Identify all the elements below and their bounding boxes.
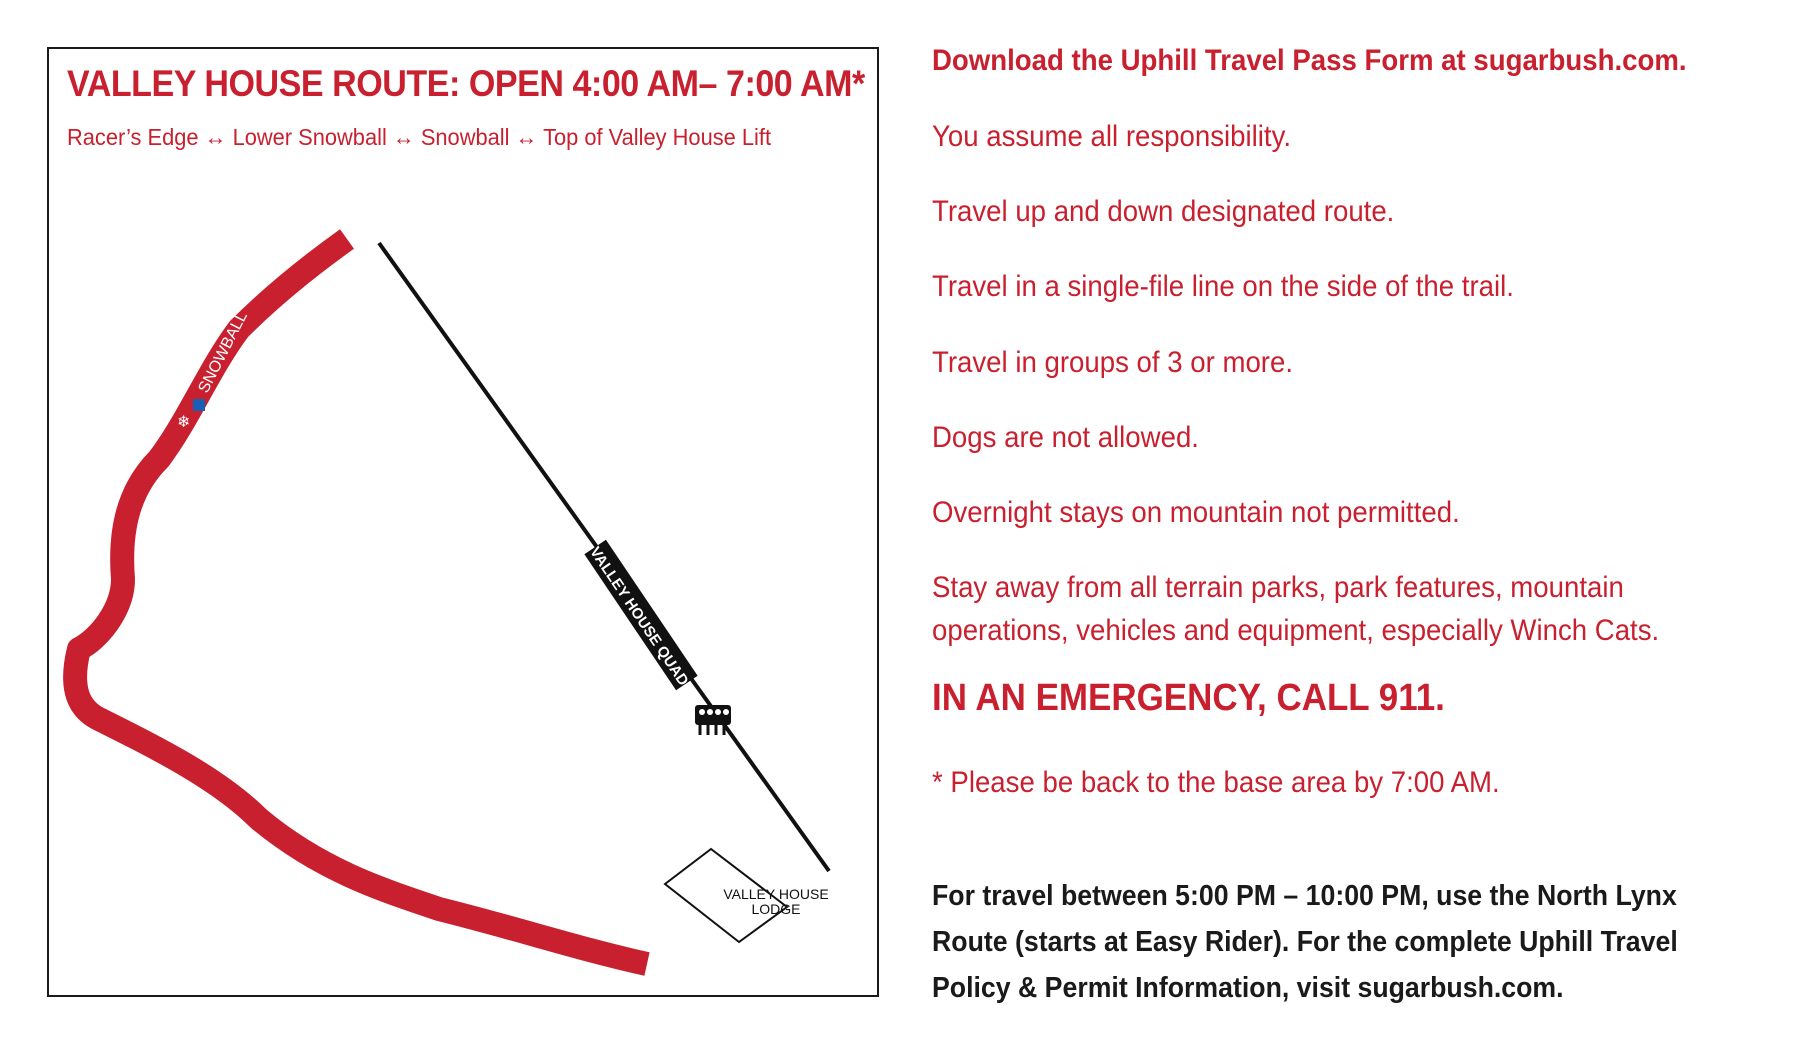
- rule-item: Overnight stays on mountain not permitted.: [932, 496, 1460, 529]
- rule-item: Travel up and down designated route.: [932, 195, 1395, 228]
- footer-line-2: Route (starts at Easy Rider). For the complete Uphill Travel: [932, 926, 1678, 958]
- stay-away-line-1: Stay away from all terrain parks, park features, mountain: [932, 571, 1624, 604]
- rule-item: You assume all responsibility.: [932, 120, 1292, 153]
- asterisk-note: * Please be back to the base area by 7:00 AM.: [932, 766, 1500, 799]
- trail-difficulty-square: [193, 399, 205, 411]
- trail-label-lower-snowball: LOWER SNOWBALL: [128, 672, 266, 770]
- lodge-label-line2: LODGE: [751, 901, 801, 917]
- snowmaking-icon: ❄: [177, 414, 191, 431]
- lift-label: VALLEY HOUSE QUAD: [586, 543, 692, 689]
- lodge-label-line1: VALLEY HOUSE: [723, 886, 829, 902]
- trail-label-snowball: SNOWBALL: [195, 308, 251, 396]
- route-subtitle: Racer’s Edge ↔ Lower Snowball ↔ Snowball ↔ Top of Valley House Lift: [67, 124, 772, 150]
- footer-line-1: For travel between 5:00 PM – 10:00 PM, use the North Lynx: [932, 880, 1677, 912]
- lift-label-group: [584, 540, 697, 691]
- download-form-text: Download the Uphill Travel Pass Form at sugarbush.com.: [932, 44, 1687, 77]
- route-title: VALLEY HOUSE ROUTE: OPEN 4:00 AM– 7:00 AM*: [67, 63, 865, 104]
- evening-travel-note: [932, 873, 1696, 1011]
- rule-item: Travel in groups of 3 or more.: [932, 346, 1293, 379]
- trail-label-racers-edge: RACER’S EDGE: [340, 823, 459, 885]
- rule-item: Travel in a single-file line on the side of the trail.: [932, 270, 1514, 303]
- map-graphic: [49, 49, 877, 995]
- rule-item: Dogs are not allowed.: [932, 421, 1199, 454]
- stay-away-line-2: operations, vehicles and equipment, especially Winch Cats.: [932, 614, 1660, 647]
- trail-map: [47, 47, 879, 997]
- emergency-notice: IN AN EMERGENCY, CALL 911.: [932, 677, 1445, 719]
- footer-line-3: Policy & Permit Information, visit sugarbush.com.: [932, 972, 1564, 1004]
- chairlift-icon: [695, 705, 731, 735]
- uphill-route-path: [75, 239, 647, 964]
